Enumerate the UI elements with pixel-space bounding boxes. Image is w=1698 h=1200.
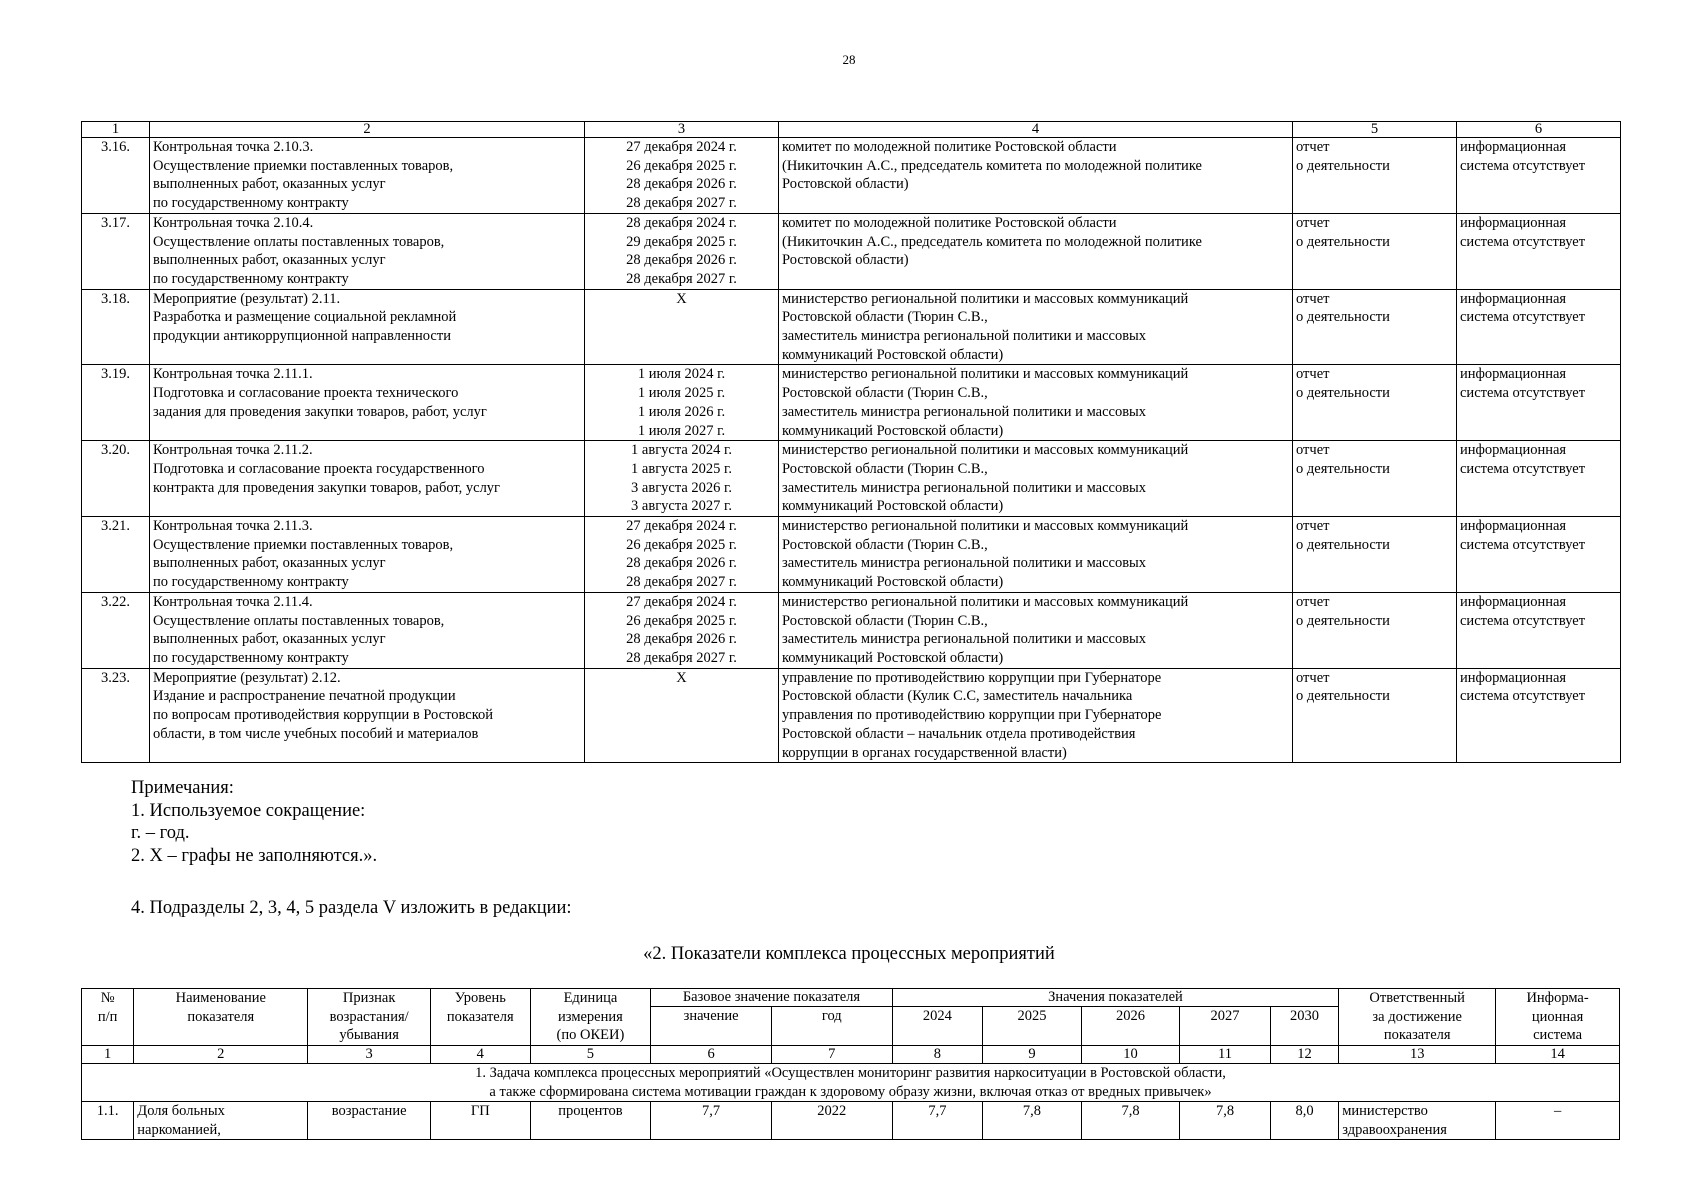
- information-system: информационная система отсутствует: [1457, 592, 1621, 668]
- task-row: 1. Задача комплекса процессных мероприятий «Осуществлен мониторинг развития наркоситуации в Ростовской области, а также сформирована система мотивации граждан к здоровому образу жизни, включая отказ от вредных привычек»: [82, 1064, 1620, 1102]
- information-system: информационная система отсутствует: [1457, 213, 1621, 289]
- information-system: информационная система отсутствует: [1457, 138, 1621, 214]
- page-number: 28: [842, 52, 856, 67]
- deadline: 1 июля 2024 г. 1 июля 2025 г. 1 июля 2026 г. 1 июля 2027 г.: [585, 365, 779, 441]
- table-row: [82, 213, 1621, 289]
- column-number: 1: [82, 1046, 134, 1064]
- column-number: 5: [1293, 122, 1457, 138]
- row-number: 3.21.: [82, 517, 150, 593]
- event-name: Мероприятие (результат) 2.11. Разработка и размещение социальной рекламной продукции антикоррупционной направленности: [150, 289, 585, 365]
- column-number: 2: [150, 122, 585, 138]
- row-2026: 7,8: [1081, 1102, 1180, 1140]
- column-number: 7: [771, 1046, 892, 1064]
- column-number: 3: [308, 1046, 431, 1064]
- row-base-year: 2022: [771, 1102, 892, 1140]
- hdr-2025: 2025: [983, 1007, 1082, 1046]
- deadline: Х: [585, 668, 779, 763]
- notes-title: Примечания:: [131, 778, 234, 798]
- confirming-document: отчет о деятельности: [1293, 213, 1457, 289]
- confirming-document: отчет о деятельности: [1293, 668, 1457, 763]
- column-number: 2: [134, 1046, 308, 1064]
- note-item-1: 1. Используемое сокращение:: [131, 800, 366, 821]
- row-2030: 8,0: [1270, 1102, 1338, 1140]
- event-name: Контрольная точка 2.11.3. Осуществление приемки поставленных товаров, выполненных работ, оказанных услуг по государственному контракту: [150, 517, 585, 593]
- column-number: 6: [1457, 122, 1621, 138]
- indicators-table: [81, 988, 1620, 1140]
- row-num: 1.1.: [82, 1102, 134, 1140]
- column-number: 4: [779, 122, 1293, 138]
- responsible-executor: министерство региональной политики и массовых коммуникаций Ростовской области (Тюрин С.В., заместитель министра региональной политики и массовых коммуникаций Ростовской области): [779, 592, 1293, 668]
- event-name: Контрольная точка 2.10.3. Осуществление приемки поставленных товаров, выполненных работ, оказанных услуг по государственному контракту: [150, 138, 585, 214]
- hdr-values: Значения показателей: [892, 989, 1339, 1007]
- responsible-executor: министерство региональной политики и массовых коммуникаций Ростовской области (Тюрин С.В., заместитель министра региональной политики и массовых коммуникаций Ростовской области): [779, 365, 1293, 441]
- column-number: 14: [1496, 1046, 1620, 1064]
- responsible-executor: управление по противодействию коррупции при Губернаторе Ростовской области (Кулик С.С, заместитель начальника управления по противодействию коррупции при Губернаторе Ростовской области – начальник отдела противодействия коррупции в органах государственной власти): [779, 668, 1293, 763]
- row-base-value: 7,7: [651, 1102, 772, 1140]
- row-unit: процентов: [530, 1102, 651, 1140]
- information-system: информационная система отсутствует: [1457, 517, 1621, 593]
- amendment-line: 4. Подразделы 2, 3, 4, 5 раздела V изложить в редакции:: [131, 898, 572, 918]
- column-number: 13: [1339, 1046, 1496, 1064]
- row-number: 3.18.: [82, 289, 150, 365]
- table-row: [82, 289, 1621, 365]
- row-system: –: [1496, 1102, 1620, 1140]
- hdr-num: № п/п: [82, 989, 134, 1046]
- row-number: 3.22.: [82, 592, 150, 668]
- column-number: 3: [585, 122, 779, 138]
- responsible-executor: министерство региональной политики и массовых коммуникаций Ростовской области (Тюрин С.В., заместитель министра региональной политики и массовых коммуникаций Ростовской области): [779, 441, 1293, 517]
- confirming-document: отчет о деятельности: [1293, 517, 1457, 593]
- responsible-executor: министерство региональной политики и массовых коммуникаций Ростовской области (Тюрин С.В., заместитель министра региональной политики и массовых коммуникаций Ростовской области): [779, 289, 1293, 365]
- hdr-level: Уровень показателя: [431, 989, 531, 1046]
- note-item-1b: г. – год.: [131, 823, 190, 844]
- row-number: 3.19.: [82, 365, 150, 441]
- column-number: 6: [651, 1046, 772, 1064]
- deadline: 27 декабря 2024 г. 26 декабря 2025 г. 28 декабря 2026 г. 28 декабря 2027 г.: [585, 517, 779, 593]
- hdr-2030: 2030: [1270, 1007, 1338, 1046]
- event-name: Контрольная точка 2.11.1. Подготовка и согласование проекта технического задания для проведения закупки товаров, работ, услуг: [150, 365, 585, 441]
- confirming-document: отчет о деятельности: [1293, 138, 1457, 214]
- row-name: Доля больных наркоманией,: [134, 1102, 308, 1140]
- information-system: информационная система отсутствует: [1457, 289, 1621, 365]
- row-responsible: министерство здравоохранения: [1339, 1102, 1496, 1140]
- hdr-name: Наименование показателя: [134, 989, 308, 1046]
- information-system: информационная система отсутствует: [1457, 441, 1621, 517]
- column-number-row: [82, 122, 1621, 138]
- row-2027: 7,8: [1180, 1102, 1271, 1140]
- table-row: [82, 517, 1621, 593]
- column-number: 11: [1180, 1046, 1271, 1064]
- row-2024: 7,7: [892, 1102, 983, 1140]
- information-system: информационная система отсутствует: [1457, 365, 1621, 441]
- column-number-row: [82, 1046, 1620, 1064]
- events-table: [81, 121, 1621, 763]
- column-number: 10: [1081, 1046, 1180, 1064]
- hdr-2024: 2024: [892, 1007, 983, 1046]
- event-name: Контрольная точка 2.10.4. Осуществление оплаты поставленных товаров, выполненных работ, оказанных услуг по государственному контракту: [150, 213, 585, 289]
- deadline: Х: [585, 289, 779, 365]
- column-number: 8: [892, 1046, 983, 1064]
- confirming-document: отчет о деятельности: [1293, 441, 1457, 517]
- row-level: ГП: [431, 1102, 531, 1140]
- hdr-responsible: Ответственный за достижение показателя: [1339, 989, 1496, 1046]
- column-number: 1: [82, 122, 150, 138]
- hdr-system: Информа- ционная система: [1496, 989, 1620, 1046]
- column-number: 4: [431, 1046, 531, 1064]
- confirming-document: отчет о деятельности: [1293, 592, 1457, 668]
- hdr-2026: 2026: [1081, 1007, 1180, 1046]
- hdr-unit: Единица измерения (по ОКЕИ): [530, 989, 651, 1046]
- notes: [131, 777, 377, 867]
- row-2025: 7,8: [983, 1102, 1082, 1140]
- column-number: 9: [983, 1046, 1082, 1064]
- responsible-executor: комитет по молодежной политике Ростовской области (Никиточкин А.С., председатель комитета по молодежной политике Ростовской области): [779, 138, 1293, 214]
- hdr-2027: 2027: [1180, 1007, 1271, 1046]
- responsible-executor: министерство региональной политики и массовых коммуникаций Ростовской области (Тюрин С.В., заместитель министра региональной политики и массовых коммуникаций Ростовской области): [779, 517, 1293, 593]
- event-name: Мероприятие (результат) 2.12. Издание и распространение печатной продукции по вопросам противодействия коррупции в Ростовской области, в том числе учебных пособий и материалов: [150, 668, 585, 763]
- table-row: [82, 138, 1621, 214]
- information-system: информационная система отсутствует: [1457, 668, 1621, 763]
- column-number: 12: [1270, 1046, 1338, 1064]
- deadline: 27 декабря 2024 г. 26 декабря 2025 г. 28 декабря 2026 г. 28 декабря 2027 г.: [585, 138, 779, 214]
- event-name: Контрольная точка 2.11.4. Осуществление оплаты поставленных товаров, выполненных работ, оказанных услуг по государственному контракту: [150, 592, 585, 668]
- column-number: 5: [530, 1046, 651, 1064]
- table-row: [82, 668, 1621, 763]
- deadline: 28 декабря 2024 г. 29 декабря 2025 г. 28 декабря 2026 г. 28 декабря 2027 г.: [585, 213, 779, 289]
- row-number: 3.17.: [82, 213, 150, 289]
- table-row: [82, 365, 1621, 441]
- section-title: «2. Показатели комплекса процессных мероприятий: [643, 944, 1055, 964]
- row-number: 3.20.: [82, 441, 150, 517]
- hdr-base: Базовое значение показателя: [651, 989, 892, 1007]
- confirming-document: отчет о деятельности: [1293, 289, 1457, 365]
- hdr-sign: Признак возрастания/ убывания: [308, 989, 431, 1046]
- deadline: 27 декабря 2024 г. 26 декабря 2025 г. 28 декабря 2026 г. 28 декабря 2027 г.: [585, 592, 779, 668]
- row-number: 3.23.: [82, 668, 150, 763]
- event-name: Контрольная точка 2.11.2. Подготовка и согласование проекта государственного контракта для проведения закупки товаров, работ, услуг: [150, 441, 585, 517]
- responsible-executor: комитет по молодежной политике Ростовской области (Никиточкин А.С., председатель комитета по молодежной политике Ростовской области): [779, 213, 1293, 289]
- table-row: [82, 592, 1621, 668]
- note-item-2: 2. Х – графы не заполняются.».: [131, 845, 378, 866]
- confirming-document: отчет о деятельности: [1293, 365, 1457, 441]
- hdr-base-value: значение: [651, 1007, 772, 1046]
- table-row: [82, 441, 1621, 517]
- row-sign: возрастание: [308, 1102, 431, 1140]
- row-number: 3.16.: [82, 138, 150, 214]
- deadline: 1 августа 2024 г. 1 августа 2025 г. 3 августа 2026 г. 3 августа 2027 г.: [585, 441, 779, 517]
- hdr-base-year: год: [771, 1007, 892, 1046]
